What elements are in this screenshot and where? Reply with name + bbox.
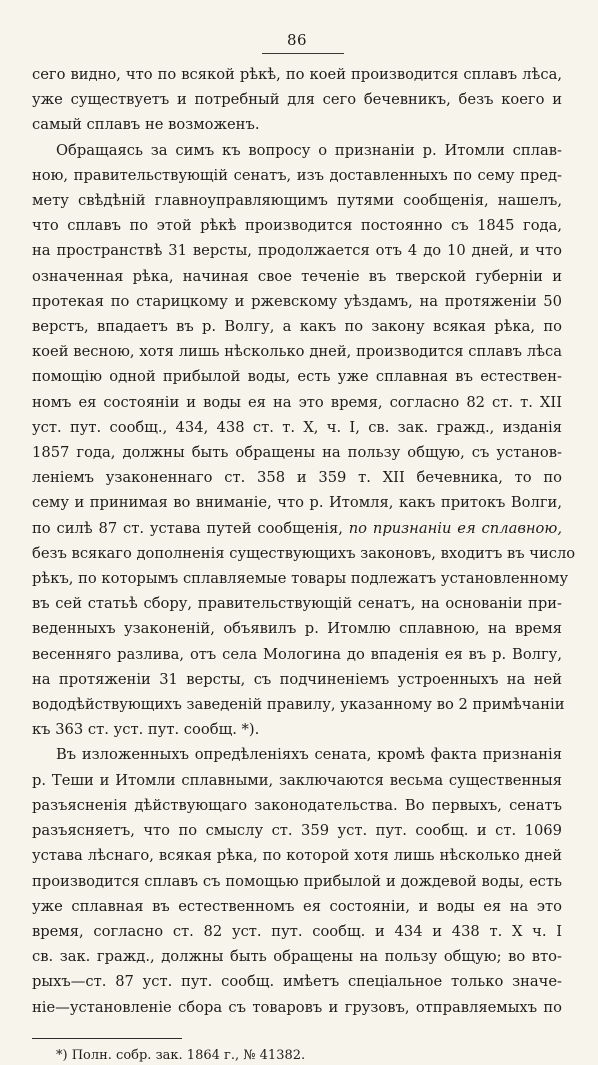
text-line: уже существуетъ и потребный для сего бечевникъ, безъ коего и: [32, 91, 562, 109]
text-line: означенная рѣка, начиная свое теченіе въ тверской губерніи и: [32, 267, 562, 285]
text-line: производится сплавъ съ помощью прибылой и дождевой воды, есть: [32, 872, 562, 890]
text-line: вододѣйствующихъ заведеній правилу, указанному во 2 примѣчаніи: [32, 696, 565, 714]
text-line: ною, правительствующій сенатъ, изъ доставленныхъ по сему пред-: [32, 166, 562, 184]
paragraph-3: [32, 742, 562, 1019]
text-line: протекая по старицкому и ржевскому уѣздамъ, на протяженіи 50: [32, 292, 562, 310]
text-line-with-italic: по силѣ 87 ст. устава путей сообщенія, по признаніи ея сплавною,: [32, 519, 562, 537]
text-line: безъ всякаго дополненія существующихъ законовъ, входитъ въ число: [32, 544, 576, 562]
text-line: номъ ея состояніи и воды ея на это время, согласно 82 ст. т. XII: [32, 393, 562, 411]
main-text: [32, 62, 576, 1020]
text-line: время, согласно ст. 82 уст. пут. сообщ. и 434 и 438 т. X ч. I: [32, 922, 562, 940]
text-line: въ сей статьѣ сбору, правительствующій сенатъ, на основаніи при-: [32, 595, 562, 613]
italic-text: по признаніи ея сплавною,: [348, 519, 562, 537]
text-line: уже сплавная въ естественномъ ея состояніи, и воды ея на это: [32, 897, 562, 915]
text-line: что сплавъ по этой рѣкѣ производится постоянно съ 1845 года,: [32, 217, 562, 235]
text-line: ніе—установленіе сбора съ товаровъ и грузовъ, отправляемыхъ по: [32, 998, 562, 1016]
text-line: самый сплавъ не возможенъ.: [32, 116, 260, 134]
text-line: веденныхъ узаконеній, объявилъ р. Итомлю сплавною, на время: [32, 620, 562, 638]
text-line: верстъ, впадаетъ въ р. Волгу, а какъ по закону всякая рѣка, по: [32, 318, 562, 336]
text-line: уст. пут. сообщ., 434, 438 ст. т. X, ч. I, св. зак. гражд., изданія: [32, 418, 562, 436]
text-line: помощію одной прибылой воды, есть уже сплавная въ естествен-: [32, 368, 562, 386]
text-line: Обращаясь за симъ къ вопросу о признаніи р. Итомли сплав-: [56, 141, 562, 159]
page-number: 86: [286, 31, 308, 49]
text-line: леніемъ узаконеннаго ст. 358 и 359 т. XII бечевника, то по: [32, 469, 562, 487]
paragraph-1: [32, 62, 562, 138]
text-line: мету свѣдѣній главноуправляющимъ путями сообщенія, нашелъ,: [32, 192, 562, 210]
text-line: 1857 года, должны быть обращены на пользу общую, съ установ-: [32, 444, 562, 462]
text-line: Въ изложенныхъ опредѣленіяхъ сената, кромѣ факта признанія: [56, 746, 562, 764]
footnote-separator: [32, 1038, 182, 1039]
page-number-underline: [262, 53, 344, 54]
text-line: коей весною, хотя лишь нѣсколько дней, производится сплавъ лѣса: [32, 343, 562, 361]
text-line: разъясняетъ, что по смыслу ст. 359 уст. пут. сообщ. и ст. 1069: [32, 822, 562, 840]
text-line: на протяженіи 31 версты, съ подчиненіемъ устроенныхъ на ней: [32, 670, 562, 688]
text-line: св. зак. гражд., должны быть обращены на пользу общую; во вто-: [32, 948, 562, 966]
text-line: сему и принимая во вниманіе, что р. Итомля, какъ притокъ Волги,: [32, 494, 562, 512]
text-line: рѣкъ, по которымъ сплавляемые товары подлежатъ установленному: [32, 570, 569, 588]
text-line: сего видно, что по всякой рѣкѣ, по коей производится сплавъ лѣса,: [32, 66, 562, 83]
paragraph-2: [32, 138, 576, 743]
text-line: на пространствѣ 31 версты, продолжается отъ 4 до 10 дней, и что: [32, 242, 562, 260]
text-line: разъясненія дѣйствующаго законодательства. Во первыхъ, сенатъ: [32, 796, 562, 814]
footnote: *) Полн. собр. зак. 1864 г., № 41382.: [56, 1047, 306, 1063]
text-line: рыхъ—ст. 87 уст. пут. сообщ. имѣетъ спеціальное только значе-: [32, 973, 562, 991]
text-line: р. Теши и Итомли сплавными, заключаются весьма существенныя: [32, 771, 562, 789]
text-line: устава лѣснаго, всякая рѣка, по которой хотя лишь нѣсколько дней: [32, 847, 562, 865]
text-line: къ 363 ст. уст. пут. сообщ. *).: [32, 721, 260, 739]
text-line: весенняго разлива, отъ села Мологина до впаденія ея въ р. Волгу,: [32, 645, 562, 663]
